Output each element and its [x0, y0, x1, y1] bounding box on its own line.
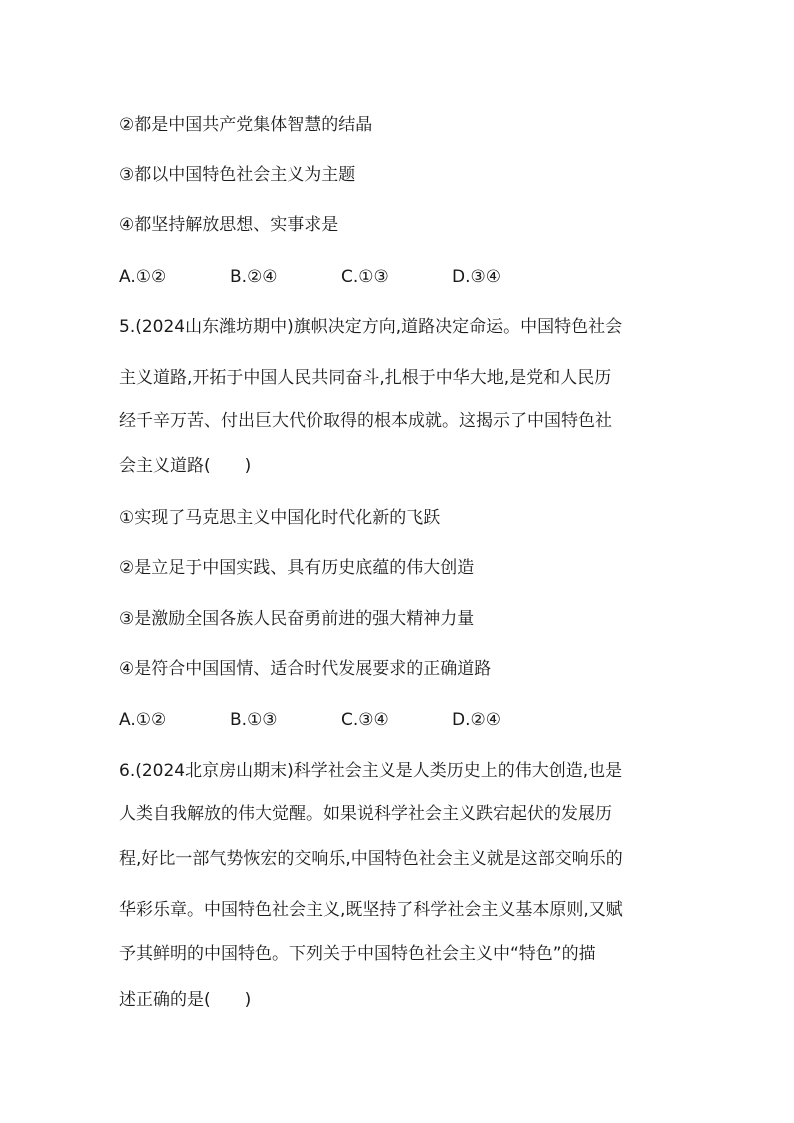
q5-item-4: ④是符合中国国情、适合时代发展要求的正确道路 — [119, 659, 492, 679]
q4-option-a[interactable]: A.①② — [119, 267, 167, 287]
q6-stem-line-1: 6.(2024北京房山期末)科学社会主义是人类历史上的伟大创造,也是 — [119, 761, 623, 781]
q4-option-b[interactable]: B.②④ — [230, 267, 278, 287]
q5-stem-line-2: 主义道路,开拓于中国人民共同奋斗,扎根于中华大地,是党和人民历 — [119, 368, 612, 388]
q5-item-1: ①实现了马克思主义中国化时代化新的飞跃 — [119, 508, 441, 528]
q6-stem-line-3: 程,好比一部气势恢宏的交响乐,中国特色社会主义就是这部交响乐的 — [119, 849, 623, 869]
q5-stem-line-1: 5.(2024山东潍坊期中)旗帜决定方向,道路决定命运。中国特色社会 — [119, 317, 623, 337]
q5-option-b[interactable]: B.①③ — [230, 710, 278, 730]
q4-option-d[interactable]: D.③④ — [452, 267, 501, 287]
q6-stem-line-6: 述正确的是( ) — [119, 990, 252, 1010]
q5-option-d[interactable]: D.②④ — [452, 710, 501, 730]
q5-stem-line-3: 经千辛万苦、付出巨大代价取得的根本成就。这揭示了中国特色社 — [119, 411, 612, 431]
q6-stem-line-4: 华彩乐章。中国特色社会主义,既坚持了科学社会主义基本原则,又赋 — [119, 900, 623, 920]
q4-option-c[interactable]: C.①③ — [341, 267, 389, 287]
q4-item-4: ④都坚持解放思想、实事求是 — [119, 215, 339, 235]
q4-item-3: ③都以中国特色社会主义为主题 — [119, 165, 356, 185]
q6-stem-line-5: 予其鲜明的中国特色。下列关于中国特色社会主义中“特色”的描 — [119, 944, 596, 964]
q5-option-a[interactable]: A.①② — [119, 710, 167, 730]
q4-item-2: ②都是中国共产党集体智慧的结晶 — [119, 115, 373, 135]
q5-stem-line-4: 会主义道路( ) — [119, 456, 252, 476]
q6-stem-line-2: 人类自我解放的伟大觉醒。如果说科学社会主义跌宕起伏的发展历 — [119, 804, 612, 824]
q5-item-3: ③是激励全国各族人民奋勇前进的强大精神力量 — [119, 609, 475, 629]
q5-item-2: ②是立足于中国实践、具有历史底蕴的伟大创造 — [119, 558, 475, 578]
q5-option-c[interactable]: C.③④ — [341, 710, 389, 730]
